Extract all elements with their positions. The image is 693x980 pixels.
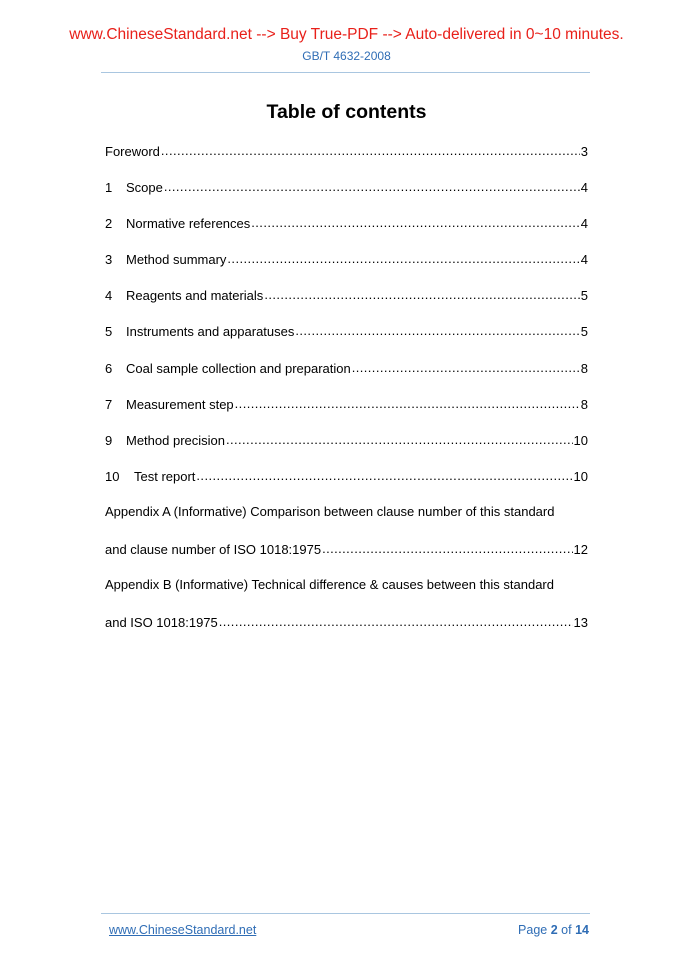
toc-entry-measurement-step[interactable] xyxy=(105,396,588,412)
toc-entry-number: 3 xyxy=(105,252,113,267)
toc-entry-page: 13 xyxy=(573,615,588,630)
toc-leader-dots xyxy=(164,179,580,192)
standard-code: GB/T 4632-2008 xyxy=(302,49,391,63)
promo-banner[interactable]: www.ChineseStandard.net --> Buy True-PDF --> Auto-delivered in 0~10 minutes. xyxy=(69,26,624,43)
toc-entry-page: 8 xyxy=(580,397,588,412)
toc-entry-coal-sample[interactable] xyxy=(105,360,588,376)
toc-entry-appendix-a[interactable] xyxy=(105,504,588,519)
toc-leader-dots xyxy=(235,396,580,409)
page-prefix: Page xyxy=(518,923,548,937)
toc-entry-label: Appendix B (Informative) Technical difference & causes between this standard xyxy=(105,577,554,592)
toc-entry-number: 1 xyxy=(105,180,113,195)
toc-entry-label: and ISO 1018:1975 xyxy=(105,615,218,630)
toc-entry-label: Foreword xyxy=(105,144,160,159)
toc-entry-number: 6 xyxy=(105,361,113,376)
toc-entry-instruments[interactable] xyxy=(105,323,588,339)
toc-entry-page: 5 xyxy=(580,324,588,339)
toc-entry-page: 4 xyxy=(580,216,588,231)
toc-entry-foreword[interactable] xyxy=(105,143,588,159)
toc-entry-appendix-b-cont[interactable] xyxy=(105,614,588,630)
toc-entry-number: 5 xyxy=(105,324,113,339)
toc-entry-page: 4 xyxy=(580,252,588,267)
header-divider xyxy=(101,72,590,73)
toc-entry-method-precision[interactable] xyxy=(105,432,588,448)
page-indicator xyxy=(518,923,589,937)
page-of: of xyxy=(561,923,572,937)
toc-entry-number: 2 xyxy=(105,216,113,231)
toc-entry-label: Method precision xyxy=(126,433,225,448)
toc-leader-dots xyxy=(161,143,580,156)
toc-entry-label: Instruments and apparatuses xyxy=(126,324,295,339)
toc-entry-scope[interactable] xyxy=(105,179,588,195)
toc-leader-dots xyxy=(352,360,580,373)
toc-entry-page: 8 xyxy=(580,361,588,376)
toc-entry-page: 3 xyxy=(580,144,588,159)
footer-divider xyxy=(101,913,590,914)
toc-entry-page: 4 xyxy=(580,180,588,195)
toc-leader-dots xyxy=(226,432,573,445)
footer-website-link[interactable]: www.ChineseStandard.net xyxy=(109,923,257,937)
page-total: 14 xyxy=(575,923,589,937)
toc-entry-label: and clause number of ISO 1018:1975 xyxy=(105,542,322,557)
toc-entry-normative-references[interactable] xyxy=(105,215,588,231)
toc-entry-appendix-b[interactable] xyxy=(105,577,588,592)
toc-entry-label: Coal sample collection and preparation xyxy=(126,361,351,376)
toc-leader-dots xyxy=(196,468,572,481)
toc-leader-dots xyxy=(295,323,579,336)
toc-entry-number: 9 xyxy=(105,433,113,448)
toc-entry-number: 10 xyxy=(105,469,120,484)
toc-leader-dots xyxy=(227,251,579,264)
toc-entry-appendix-a-cont[interactable] xyxy=(105,541,588,557)
page-title: Table of contents xyxy=(266,101,427,123)
toc-entry-label: Normative references xyxy=(126,216,251,231)
toc-entry-number: 7 xyxy=(105,397,113,412)
toc-leader-dots xyxy=(251,215,579,228)
toc-entry-number: 4 xyxy=(105,288,113,303)
toc-entry-page: 5 xyxy=(580,288,588,303)
toc-entry-page: 10 xyxy=(573,469,588,484)
toc-entry-label: Test report xyxy=(134,469,196,484)
page-current: 2 xyxy=(550,923,558,937)
toc-leader-dots xyxy=(322,541,572,554)
toc-entry-reagents[interactable] xyxy=(105,287,588,303)
toc-entry-label: Reagents and materials xyxy=(126,288,264,303)
toc-leader-dots xyxy=(219,614,573,627)
toc-leader-dots xyxy=(264,287,579,300)
toc-entry-label: Method summary xyxy=(126,252,227,267)
toc-entry-label: Measurement step xyxy=(126,397,234,412)
toc-entry-page: 10 xyxy=(573,433,588,448)
toc-entry-test-report[interactable] xyxy=(105,468,588,484)
toc-entry-page: 12 xyxy=(573,542,588,557)
toc-entry-label: Appendix A (Informative) Comparison between clause number of this standard xyxy=(105,504,555,519)
toc-entry-method-summary[interactable] xyxy=(105,251,588,267)
toc-entry-label: Scope xyxy=(126,180,163,195)
